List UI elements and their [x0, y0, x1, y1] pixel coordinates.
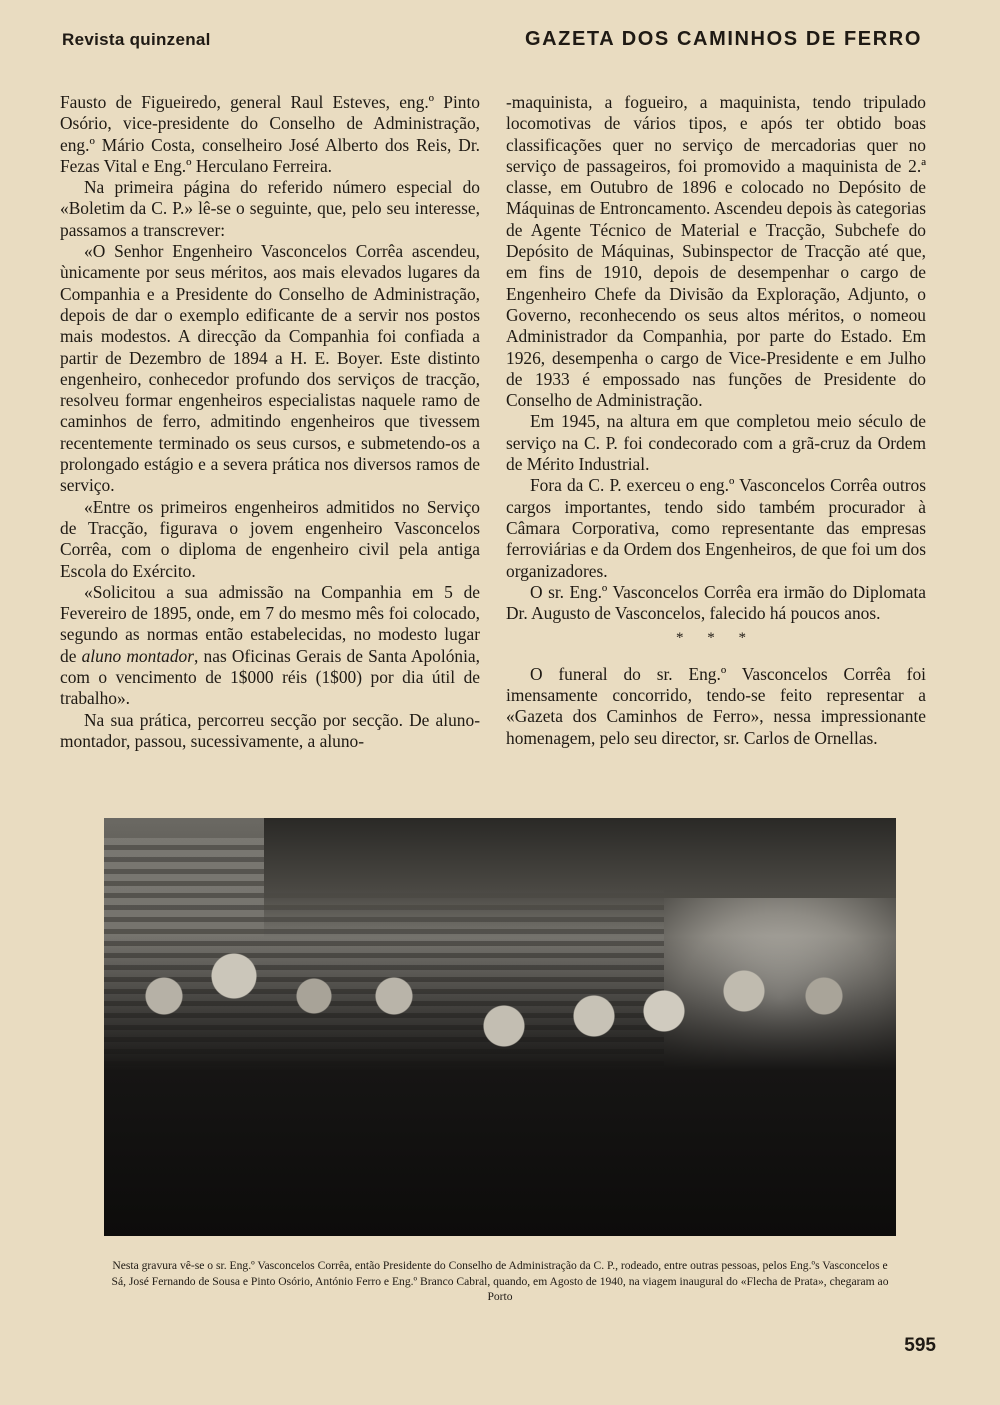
page-number: 595: [904, 1335, 936, 1356]
paragraph: [60, 582, 480, 710]
left-column: [60, 92, 480, 752]
paragraph: «Entre os primeiros engenheiros admitidos no Serviço de Tracção, figurava o jovem engenheiro Vasconcelos Corrêa, com o diploma de engenheiro civil pela antiga Escola do Exército.: [60, 496, 480, 581]
text-run: , nas Oficinas Gerais de Santa Apolónia, com o vencimento de 1$000 réis (1$00) por dia útil de trabalho».: [60, 645, 481, 709]
paragraph: «O Senhor Engenheiro Vasconcelos Corrêa ascendeu, ùnicamente por seus méritos, aos mais elevados lugares da Companhia e a Presidente do Conselho de Administração, depois de dar o exemplo edificante de a servir nos postos mais modestos. A direcção da Companhia foi confiada a partir de Dezembro de 1894 a H. E. Boyer. Este distinto engenheiro, conhecedor profundo dos serviços de tracção, resolveu formar engenheiros especialistas naquele ramo de caminhos de ferro, admitindo engenheiros que tivessem recentemente terminado os seus cursos, e submetendo-os a prolongado estágio e a severa prática nos diversos ramos de serviço.: [60, 241, 480, 496]
text-run: «Solicitou a sua admissão na Companhia em 5 de Fevereiro de 1895, onde, em 7 do mesmo mês foi colocado, segundo as normas então estabelecidas, no modesto lugar de: [60, 581, 480, 666]
italic-term: aluno montador: [81, 645, 195, 666]
section-separator: * * *: [676, 630, 756, 647]
running-header-title: GAZETA DOS CAMINHOS DE FERRO: [524, 28, 922, 50]
photo-caption: Nesta gravura vê-se o sr. Eng.º Vasconcelos Corrêa, então Presidente do Conselho de Administração da C. P., rodeado, entre outras pessoas, pelos Eng.ºs Vasconcelos e Sá, José Fernando de Sousa e Pinto Osório, António Ferro e Eng.º Branco Cabral, quando, em Agosto de 1940, na viagem inaugural do «Flecha de Prata», chegaram ao Porto: [111, 1259, 889, 1303]
paragraph: -maquinista, a fogueiro, a maquinista, tendo tripulado locomotivas de vários tipos, e após ter obtido boas classificações quer no serviço de mercadorias quer no serviço de passageiros, foi promovido a maquinista de 2.ª classe, em Outubro de 1896 e colocado no Depósito de Máquinas de Entroncamento. Ascendeu depois às categorias de Agente Técnico de Material e Tracção, Subchefe do Depósito de Máquinas, Subinspector de Tracção até que, em fins de 1910, depois de desempenhar o cargo de Engenheiro Chefe da Divisão da Exploração, Adjunto, o Governo, reconhecendo os seus altos méritos, o nomeou Administrador da Companhia, por parte do Estado. Em 1926, desempenha o cargo de Vice-Presidente e em Julho de 1933 é empossado nas funções de Presidente do Conselho de Administração.: [506, 92, 926, 411]
paragraph: Na primeira página do referido número especial do «Boletim da C. P.» lê-se o seguinte, que, pelo seu interesse, passamos a transcrever:: [60, 177, 480, 240]
group-photograph: [104, 818, 896, 1236]
group-of-men: [104, 936, 896, 1236]
running-header-left: Revista quinzenal: [62, 30, 211, 49]
paragraph: Na sua prática, percorreu secção por secção. De aluno-montador, passou, sucessivamente, a aluno-: [60, 709, 480, 751]
paragraph: Fausto de Figueiredo, general Raul Esteves, eng.º Pinto Osório, vice-presidente do Conselho de Administração, eng.º Mário Costa, conselheiro José Alberto dos Reis, Dr. Fezas Vital e Eng.º Herculano Ferreira.: [60, 92, 480, 176]
paragraph: Em 1945, na altura em que completou meio século de serviço na C. P. foi condecorado com a grã-cruz da Ordem de Mérito Industrial.: [506, 411, 926, 475]
right-column: [506, 92, 926, 749]
paragraph: O sr. Eng.º Vasconcelos Corrêa era irmão do Diplomata Dr. Augusto de Vasconcelos, falecido há poucos anos.: [506, 581, 926, 624]
paragraph: O funeral do sr. Eng.º Vasconcelos Corrêa foi imensamente concorrido, tendo-se feito representar a «Gazeta dos Caminhos de Ferro», nessa impressionante homenagem, pelo seu director, sr. Carlos de Ornellas.: [506, 663, 926, 748]
paragraph: Fora da C. P. exerceu o eng.º Vasconcelos Corrêa outros cargos importantes, tendo sido também procurador à Câmara Corporativa, como representante das empresas ferroviárias e da Ordem dos Engenheiros, de que foi um dos organizadores.: [506, 475, 926, 581]
